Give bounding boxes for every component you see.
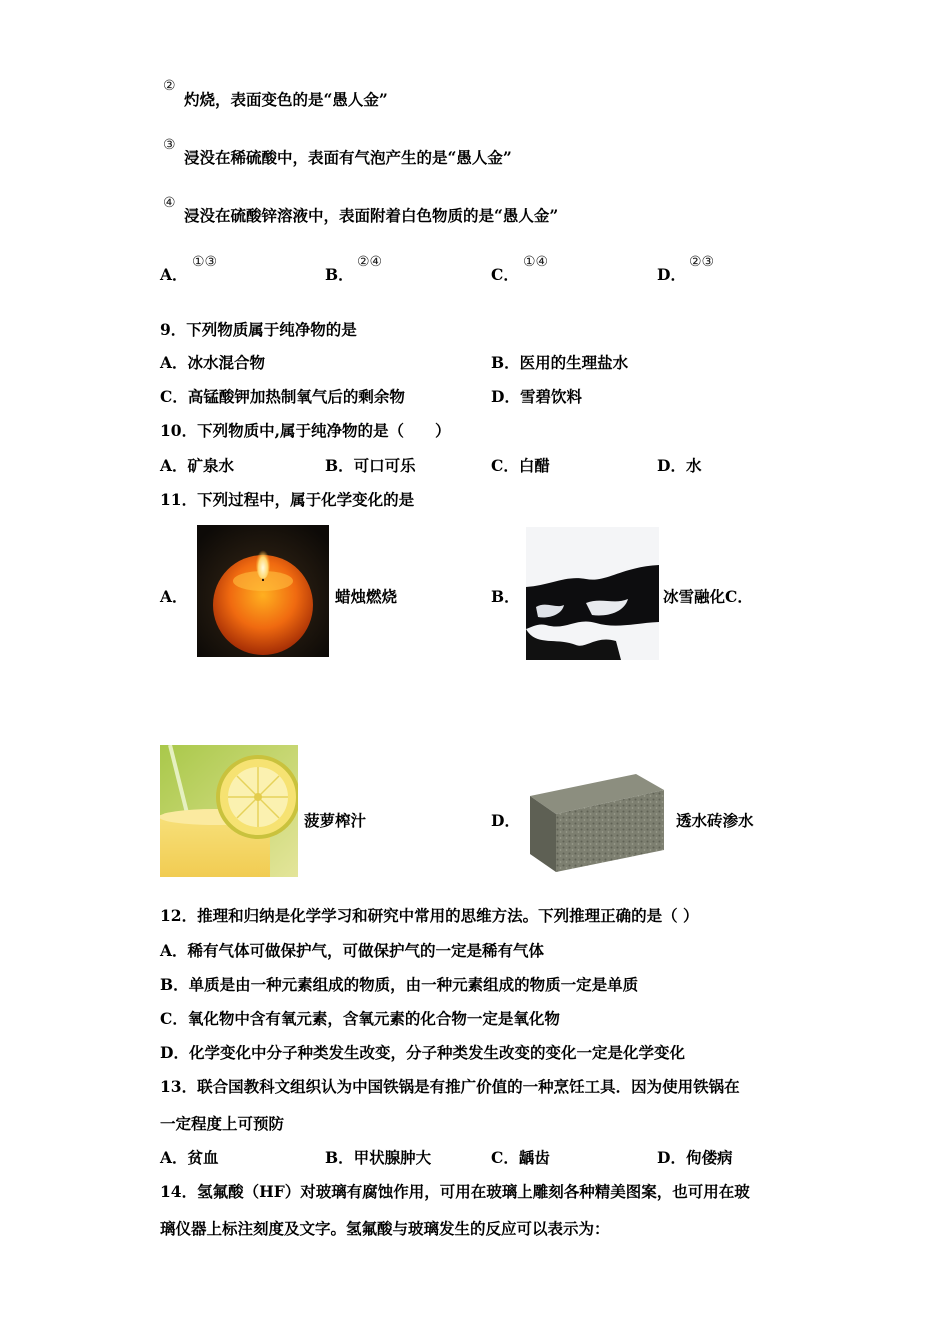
question-stem: 10．下列物质中,属于纯净物的是（ ） bbox=[160, 421, 451, 440]
option-text: C．白醋 bbox=[491, 456, 550, 475]
option-text: A．矿泉水 bbox=[160, 456, 235, 475]
option-label: D． bbox=[491, 811, 520, 830]
item-marker: ④ bbox=[163, 195, 176, 211]
option-label: A． bbox=[160, 265, 188, 284]
option-label: D． bbox=[657, 265, 686, 284]
image-caption: 冰雪融化C． bbox=[663, 587, 753, 606]
option-label: C． bbox=[491, 265, 519, 284]
question-stem: 12．推理和归纳是化学学习和研究中常用的思维方法。下列推理正确的是（ ） bbox=[160, 906, 699, 925]
question-stem: 14．氢氟酸（HF）对玻璃有腐蚀作用，可用在玻璃上雕刻各种精美图案，也可用在玻 bbox=[160, 1182, 750, 1201]
option-text: C．高锰酸钾加热制氧气后的剩余物 bbox=[160, 387, 405, 406]
image-caption: 透水砖渗水 bbox=[676, 811, 754, 830]
q8-item-text: 灼烧，表面变色的是“愚人金” bbox=[184, 90, 388, 109]
image-caption: 蜡烛燃烧 bbox=[335, 587, 398, 606]
option-label: B． bbox=[491, 587, 520, 606]
option-text: B．医用的生理盐水 bbox=[491, 353, 629, 372]
option-text: B．甲状腺肿大 bbox=[325, 1148, 432, 1167]
image-caption: 菠萝榨汁 bbox=[304, 811, 367, 830]
option-text: A．稀有气体可做保护气，可做保护气的一定是稀有气体 bbox=[160, 941, 545, 960]
option-text: B．单质是由一种元素组成的物质，由一种元素组成的物质一定是单质 bbox=[160, 975, 639, 994]
option-value: ①③ bbox=[192, 254, 218, 270]
pineapple-juice-image bbox=[160, 745, 298, 877]
option-label: A． bbox=[160, 587, 188, 606]
option-text: A．冰水混合物 bbox=[160, 353, 266, 372]
question-stem: 9．下列物质属于纯净物的是 bbox=[160, 320, 357, 339]
candle-image bbox=[197, 525, 329, 657]
option-text: A．贫血 bbox=[160, 1148, 219, 1167]
q8-item-text: 浸没在硫酸锌溶液中，表面附着白色物质的是“愚人金” bbox=[184, 206, 559, 225]
question-stem: 13．联合国教科文组织认为中国铁锅是有推广价值的一种烹饪工具．因为使用铁锅在 bbox=[160, 1077, 740, 1096]
q8-item-text: 浸没在稀硫酸中，表面有气泡产生的是“愚人金” bbox=[184, 148, 512, 167]
permeable-brick-image bbox=[526, 768, 666, 876]
option-text: C．龋齿 bbox=[491, 1148, 550, 1167]
option-text: B．可口可乐 bbox=[325, 456, 416, 475]
option-text: C．氧化物中含有氧元素，含氧元素的化合物一定是氧化物 bbox=[160, 1009, 560, 1028]
option-text: D．化学变化中分子种类发生改变，分子种类发生改变的变化一定是化学变化 bbox=[160, 1043, 685, 1062]
option-text: D．水 bbox=[657, 456, 702, 475]
question-stem: 11．下列过程中，属于化学变化的是 bbox=[160, 490, 415, 509]
option-value: ②④ bbox=[357, 254, 383, 270]
item-marker: ③ bbox=[163, 137, 176, 153]
option-value: ①④ bbox=[523, 254, 549, 270]
option-label: B． bbox=[325, 265, 354, 284]
snow-melting-image bbox=[526, 527, 659, 660]
option-value: ②③ bbox=[689, 254, 715, 270]
question-stem: 璃仪器上标注刻度及文字。氢氟酸与玻璃发生的反应可以表示为： bbox=[160, 1219, 610, 1238]
option-text: D．雪碧饮料 bbox=[491, 387, 582, 406]
question-stem: 一定程度上可预防 bbox=[160, 1114, 285, 1133]
item-marker: ② bbox=[163, 78, 176, 94]
option-text: D．佝偻病 bbox=[657, 1148, 733, 1167]
